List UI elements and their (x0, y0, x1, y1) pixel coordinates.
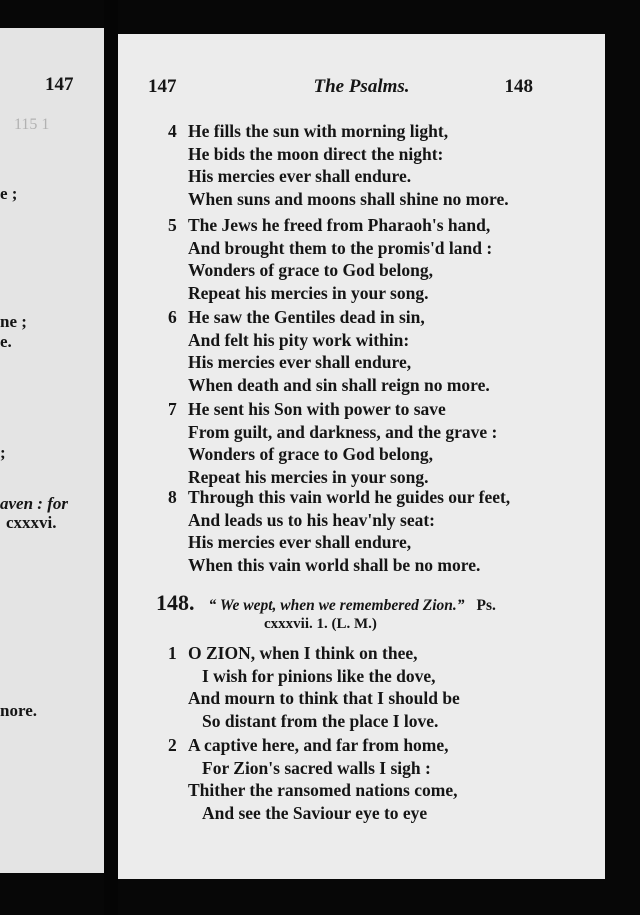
verse-line: When death and sin shall reign no more. (188, 374, 490, 395)
verse-line: When this vain world shall be no more. (188, 554, 481, 575)
psalm-number: 148. (156, 590, 195, 615)
verse-line: O ZION, when I think on thee, (188, 643, 418, 663)
verse-line: So distant from the place I love. (202, 710, 439, 731)
left-fragment: e. (0, 332, 12, 351)
verse-number: 5 (168, 215, 177, 235)
verse-line: He fills the sun with morning light, (188, 121, 449, 141)
verse-line: And felt his pity work within: (188, 329, 410, 350)
left-fragment: ; (0, 443, 6, 462)
bleed-through-text: 115 1 (14, 116, 50, 133)
verse-line: And leads us to his heav'nly seat: (188, 509, 435, 530)
verse-number: 8 (168, 487, 177, 507)
verse-line: And see the Saviour eye to eye (202, 802, 428, 823)
verse-line: Wonders of grace to God belong, (188, 260, 433, 280)
verse-line: And brought them to the promis'd land : (188, 237, 493, 258)
verse-line: And mourn to think that I should be (188, 688, 460, 708)
verse-line: When suns and moons shall shine no more. (188, 188, 509, 209)
verse-number: 2 (168, 735, 177, 755)
verse-number: 4 (168, 121, 177, 141)
verse-line: His mercies ever shall endure, (188, 532, 412, 552)
psalm-title: “ We wept, when we remembered Zion.” (208, 597, 465, 614)
verse-line: I wish for pinions like the dove, (202, 665, 436, 686)
verse-4 (168, 120, 509, 210)
verse-line: Through this vain world he guides our feet, (188, 487, 511, 507)
psalm-148-verse-2 (168, 734, 457, 824)
right-page (118, 34, 605, 879)
running-header (118, 76, 605, 104)
left-fragment: aven : for (0, 494, 68, 513)
psalm-heading (156, 590, 496, 616)
left-fragment: cxxxvi. (6, 513, 57, 532)
verse-8 (168, 486, 510, 576)
verse-6 (168, 306, 490, 396)
verse-line: For Zion's sacred walls I sigh : (202, 757, 431, 778)
verse-number: 6 (168, 307, 177, 327)
verse-number: 1 (168, 643, 177, 663)
verse-line: He sent his Son with power to save (188, 399, 446, 419)
page-number-left: 147 (148, 76, 177, 97)
running-title: The Psalms. (313, 76, 410, 97)
left-fragment: nore. (0, 701, 37, 720)
psalm-148-verse-1 (168, 642, 460, 732)
verse-line: Thither the ransomed nations come, (188, 780, 458, 800)
psalm-meter: cxxxvii. 1. (L. M.) (264, 616, 377, 632)
verse-number: 7 (168, 399, 177, 419)
page-number-right: 148 (504, 76, 533, 97)
left-fragment: ne ; (0, 312, 27, 331)
verse-5 (168, 214, 492, 304)
left-page (0, 28, 107, 873)
verse-line: He saw the Gentiles dead in sin, (188, 307, 425, 327)
left-page-number: 147 (45, 74, 74, 95)
left-fragment: e ; (0, 184, 18, 203)
verse-line: Repeat his mercies in your song. (188, 466, 429, 487)
verse-line: He bids the moon direct the night: (188, 143, 444, 164)
verse-line: Wonders of grace to God belong, (188, 444, 433, 464)
verse-line: His mercies ever shall endure, (188, 352, 412, 372)
psalm-reference: Ps. (476, 597, 496, 614)
verse-line: From guilt, and darkness, and the grave : (188, 421, 498, 442)
verse-line: His mercies ever shall endure. (188, 166, 412, 186)
verse-line: The Jews he freed from Pharaoh's hand, (188, 215, 491, 235)
verse-line: A captive here, and far from home, (188, 735, 449, 755)
verse-7 (168, 398, 497, 488)
book-gutter (104, 0, 118, 915)
verse-line: Repeat his mercies in your song. (188, 282, 429, 303)
